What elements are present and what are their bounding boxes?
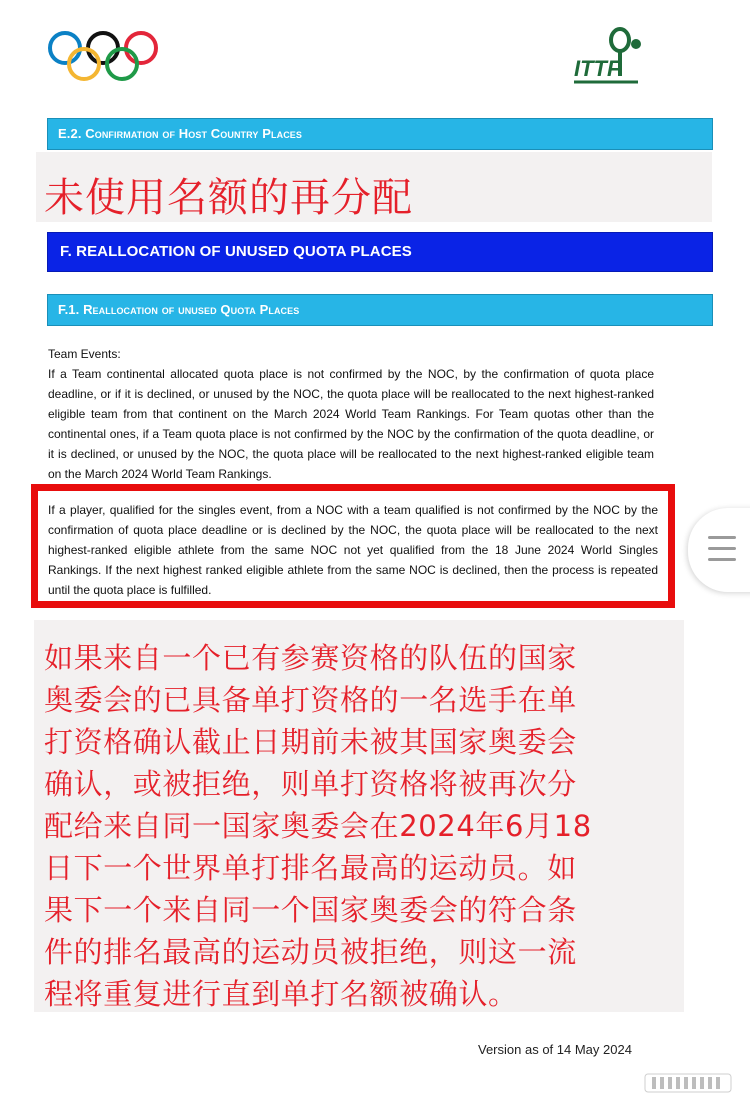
chinese-heading: 未使用名额的再分配: [44, 175, 413, 221]
chinese-translation-line: 件的排名最高的运动员被拒绝，则这一流: [44, 935, 577, 969]
team-events-label: Team Events:: [48, 347, 121, 361]
highlighted-paragraph: If a player, qualified for the singles event, from a NOC with a team qualified is not confirmed by the NOC by the confirmation of quota place deadline or is declined by the NOC, the quota place will be reallocated to the next highest-ranked eligible athlete from the same NOC not yet qualified from the 18 June 2024 World Singles Rankings. If the next highest ranked eligible athlete from the same NOC is declined, then the process is repeated until the quota place is fulfilled.: [48, 503, 658, 597]
ittf-logo-icon: [568, 20, 648, 86]
highlighted-paragraph-box: [31, 484, 675, 608]
olympic-rings-icon: [44, 28, 162, 86]
ittf-logo-text: ITTF: [574, 56, 621, 81]
section-e2-header: E.2. Confirmation of Host Country Places: [47, 118, 713, 150]
chinese-heading-block: [36, 152, 712, 222]
section-f-header: F. REALLOCATION OF UNUSED QUOTA PLACES: [47, 232, 713, 272]
chinese-translation-line: 程将重复进行直到单打名额被确认。: [44, 977, 518, 1011]
chinese-translation-block: [34, 620, 684, 1012]
team-events-paragraph: If a Team continental allocated quota place is not confirmed by the NOC, by the confirmation of quota place deadline, or if it is declined, or unused by the NOC, the quota place will be reallocated to the next highest-ranked eligible team from that continent on the March 2024 World Team Rankings. For Team quotas other than the continental ones, if a Team quota place is not confirmed by the NOC by the confirmation of the quota deadline, or it is declined, or unused by the NOC, the quota place will be reallocated to the next highest-ranked eligible team on the March 2024 World Team Rankings.: [48, 367, 654, 481]
chinese-translation-line: 奥委会的已具备单打资格的一名选手在单: [44, 683, 577, 717]
hamburger-menu-icon[interactable]: [708, 536, 736, 562]
side-menu-tab[interactable]: [688, 508, 750, 592]
chinese-translation-line: 日下一个世界单打排名最高的运动员。如: [44, 851, 577, 885]
version-date: Version as of 14 May 2024: [478, 1042, 632, 1057]
chinese-translation-line: 如果来自一个已有参赛资格的队伍的国家: [44, 641, 577, 675]
chinese-translation-line: 配给来自同一国家奥委会在2024年6月18: [44, 809, 592, 843]
watermark-icon: [644, 1072, 734, 1094]
team-events-section: [48, 344, 654, 484]
chinese-translation-line: 确认，或被拒绝，则单打资格将被再次分: [44, 767, 577, 801]
section-f1-header: F.1. Reallocation of unused Quota Places: [47, 294, 713, 326]
chinese-translation-line: 果下一个来自同一个国家奥委会的符合条: [44, 893, 577, 927]
chinese-translation-line: 打资格确认截止日期前未被其国家奥委会: [44, 725, 577, 759]
